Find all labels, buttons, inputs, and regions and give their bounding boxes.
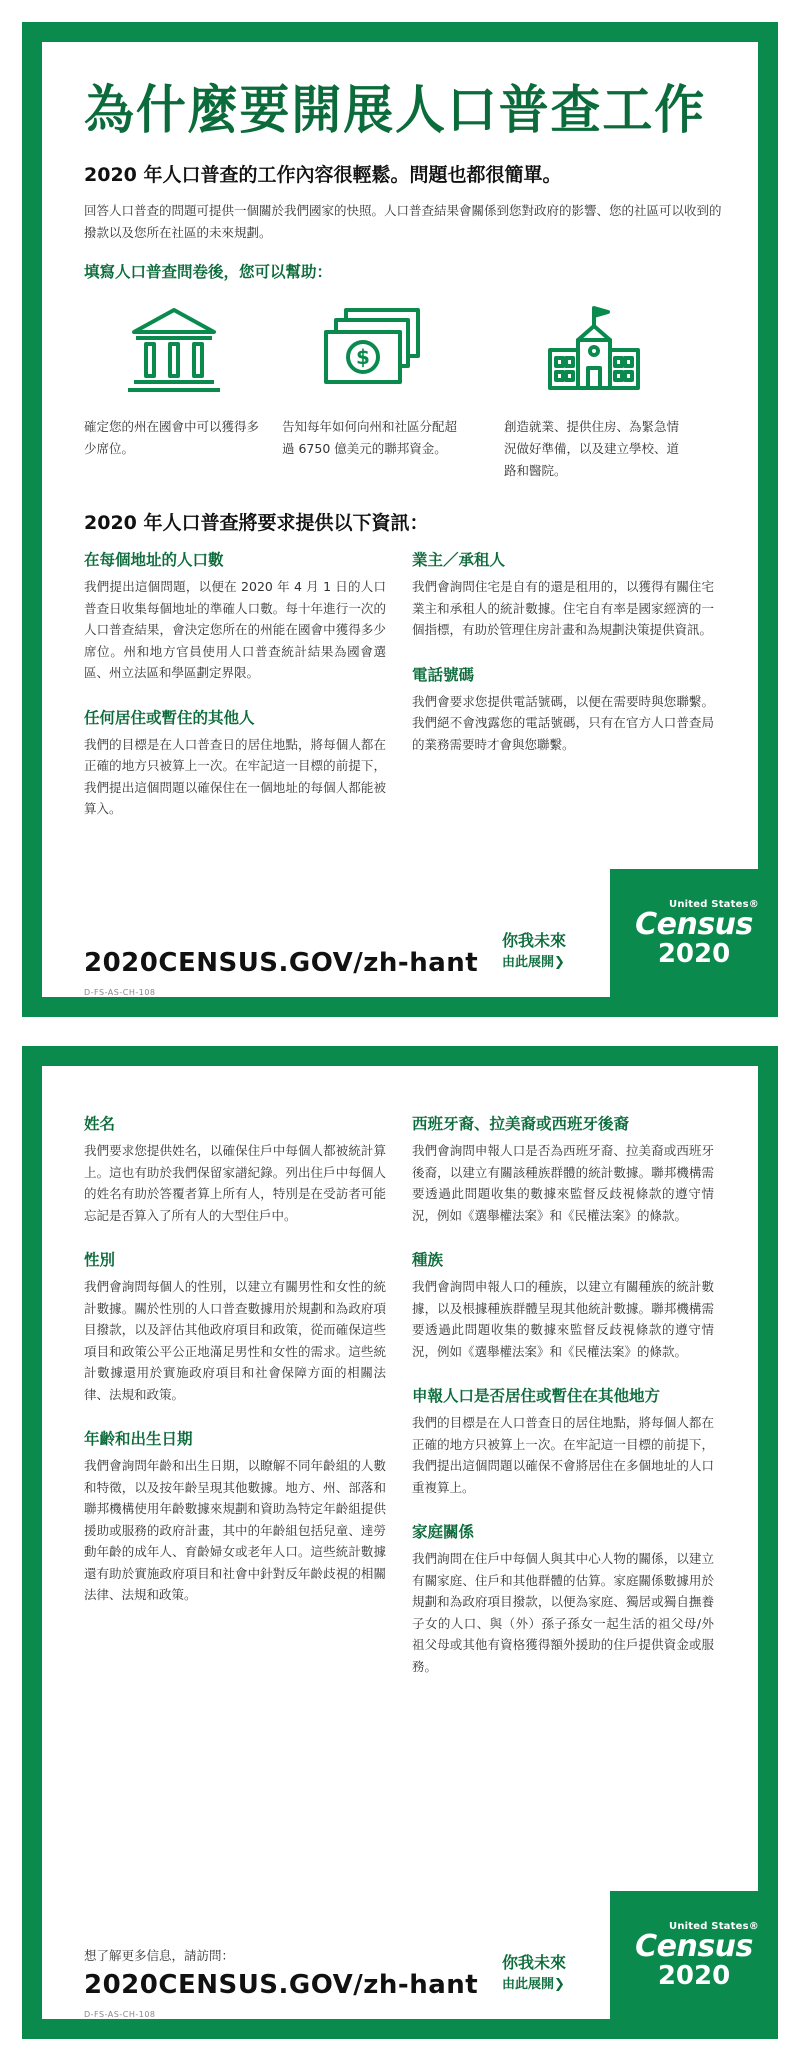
- section-body: 我們的目標是在人口普查日的居住地點，將每個人都在正確的地方只被算上一次。在牢記這一目標的前提下，我們提出這個問題以確保不會將居住在多個地址的人口重複算上。: [412, 1415, 714, 1495]
- section-body: 我們會詢問申報人口的種族，以建立有關種族的統計數據，以及根據種族群體呈現其他統計數據。聯邦機構需要透過此問題收集的數據來監督反歧視條款的遵守情況，例如《選舉權法案》和《民權法案》的條款。: [412, 1279, 714, 1359]
- left-column: [84, 548, 386, 842]
- intro-paragraph: 回答人口普查的問題可提供一個關於我們國家的快照。人口普查結果會關係到您對政府的影響、您的社區可以收到的撥款以及您所在社區的未來規劃。: [84, 203, 722, 240]
- section-title: 在每個地址的人口數: [84, 551, 224, 569]
- benefit-text: 確定您的州在國會中可以獲得多少席位。: [84, 419, 260, 456]
- document-code: D-FS-AS-CH-108: [84, 2010, 156, 2019]
- section-body: 我們會要求您提供電話號碼，以便在需要時與您聯繫。我們絕不會洩露您的電話號碼，只有在官方人口普查局的業務需要時才會與您聯繫。: [412, 693, 714, 752]
- right-column: [412, 1112, 714, 1699]
- school-building-icon: [544, 304, 644, 394]
- section-title: 申報人口是否居住或暫住在其他地方: [412, 1387, 661, 1405]
- help-heading: 填寫人口普查問卷後，您可以幫助：: [84, 263, 333, 281]
- census-2020-logo: United States® Census 2020: [610, 1891, 778, 2039]
- tagline: [502, 930, 566, 974]
- section-title: 姓名: [84, 1115, 116, 1133]
- section-title: 種族: [412, 1251, 444, 1269]
- census-url-link[interactable]: 2020CENSUS.GOV/zh-hant: [84, 1970, 479, 2000]
- benefits-row: [84, 304, 716, 478]
- tagline-link[interactable]: 由此展開❯: [502, 1977, 565, 1992]
- page-title: 為什麼要開展人口普查工作: [84, 81, 707, 141]
- section-body: 我們提出這個問題，以便在 2020 年 4 月 1 日的人口普查日收集每個地址的準確人口數。每十年進行一次的人口普查結果，會決定您所在的州能在國會中獲得多少席位。州和地方官員使用人口普查統計結果為國會選區、州立法區和學區劃定界限。: [84, 579, 386, 680]
- tagline: [502, 1952, 566, 1996]
- subtitle: 2020 年人口普查的工作內容很輕鬆。問題也都很簡單。: [84, 164, 562, 186]
- tagline-main: 你我未來: [502, 1953, 567, 1972]
- section-body: 我們要求您提供姓名，以確保住戶中每個人都被統計算上。這也有助於我們保留家譜紀錄。列出住戶中每個人的姓名有助於答覆者算上所有人，特別是在受訪者可能忘記是否算入了所有人的大型住戶中。: [84, 1143, 386, 1223]
- tagline-main: 你我未來: [502, 931, 567, 950]
- more-info-label: 想了解更多信息，請訪問：: [84, 1948, 235, 1963]
- money-bills-icon: [322, 304, 422, 394]
- capitol-building-icon: [124, 304, 224, 394]
- benefit-seats: [84, 304, 269, 460]
- section-body: 我們會詢問申報人口是否為西班牙裔、拉美裔或西班牙後裔，以建立有關該種族群體的統計數據。聯邦機構需要透過此問題收集的數據來監督反歧視條款的遵守情況，例如《選舉權法案》和《民權法案》的條款。: [412, 1143, 714, 1223]
- benefit-community: [504, 304, 689, 482]
- census-url-link[interactable]: 2020CENSUS.GOV/zh-hant: [84, 948, 479, 978]
- section-title: 電話號碼: [412, 665, 475, 684]
- section-body: 我們會詢問每個人的性別，以建立有關男性和女性的統計數據。關於性別的人口普查數據用於規劃和為政府項目撥款，以及評估其他政府項目和政策，從而確保這些項目和政策公平公正地滿足男性和女性的需求。這些統計數據還用於實施政府項目和社會保障方面的相關法律、法規和政策。: [84, 1279, 386, 1402]
- section-title: 任何居住或暫住的其他人: [84, 708, 255, 727]
- svg-text:$: $: [356, 345, 370, 369]
- request-heading: 2020 年人口普查將要求提供以下資訊：: [84, 512, 429, 534]
- section-title: 年齡和出生日期: [84, 1430, 193, 1448]
- document-code: D-FS-AS-CH-108: [84, 988, 156, 997]
- section-body: 我們會詢問年齡和出生日期，以瞭解不同年齡組的人數和特徵，以及按年齡呈現其他數據。地方、州、部落和聯邦機構使用年齡數據來規劃和資助為特定年齡組提供援助或服務的政府計畫，其中的年齡組包括兒童、達勞動年齡的成年人、育齡婦女或老年人口。這些統計數據還有助於實施政府項目和社會中針對反年齡歧視的相關法律、法規和政策。: [84, 1458, 386, 1602]
- section-body: 我們的目標是在人口普查日的居住地點，將每個人都在正確的地方只被算上一次。在牢記這一目標的前提下，我們提出這個問題以確保住在一個地址的每個人都能被算入。: [84, 736, 386, 816]
- section-title: 性別: [84, 1251, 116, 1269]
- benefit-text: 創造就業、提供住房、為緊急情況做好準備，以及建立學校、道路和醫院。: [504, 419, 680, 478]
- page-2: [22, 1046, 778, 2039]
- benefit-text: 告知每年如何向州和社區分配超過 6750 億美元的聯邦資金。: [282, 419, 458, 456]
- census-2020-logo: United States® Census 2020: [610, 869, 778, 1017]
- section-title: 家庭關係: [412, 1523, 475, 1541]
- left-column: [84, 1112, 386, 1628]
- right-column: [412, 548, 714, 777]
- section-body: 我們詢問在住戶中每個人與其中心人物的關係，以建立有關家庭、住戶和其他群體的估算。家庭關係數據用於規劃和為政府項目撥款，以便為家庭、獨居或獨自撫養子女的人口、與（外）孫子孫女一起生活的祖父母/外祖父母或其他有資格獲得額外援助的住戶提供資金或服務。: [412, 1551, 714, 1674]
- section-title: 西班牙裔、拉美裔或西班牙後裔: [412, 1115, 630, 1133]
- section-title: 業主／承租人: [412, 551, 506, 569]
- section-body: 我們會詢問住宅是自有的還是租用的，以獲得有關住宅業主和承租人的統計數據。住宅自有率是國家經濟的一個指標，有助於管理住房計畫和為規劃決策提供資訊。: [412, 579, 714, 637]
- tagline-link[interactable]: 由此展開❯: [502, 955, 565, 970]
- benefit-funds: [282, 304, 467, 460]
- page-1: [22, 22, 778, 1017]
